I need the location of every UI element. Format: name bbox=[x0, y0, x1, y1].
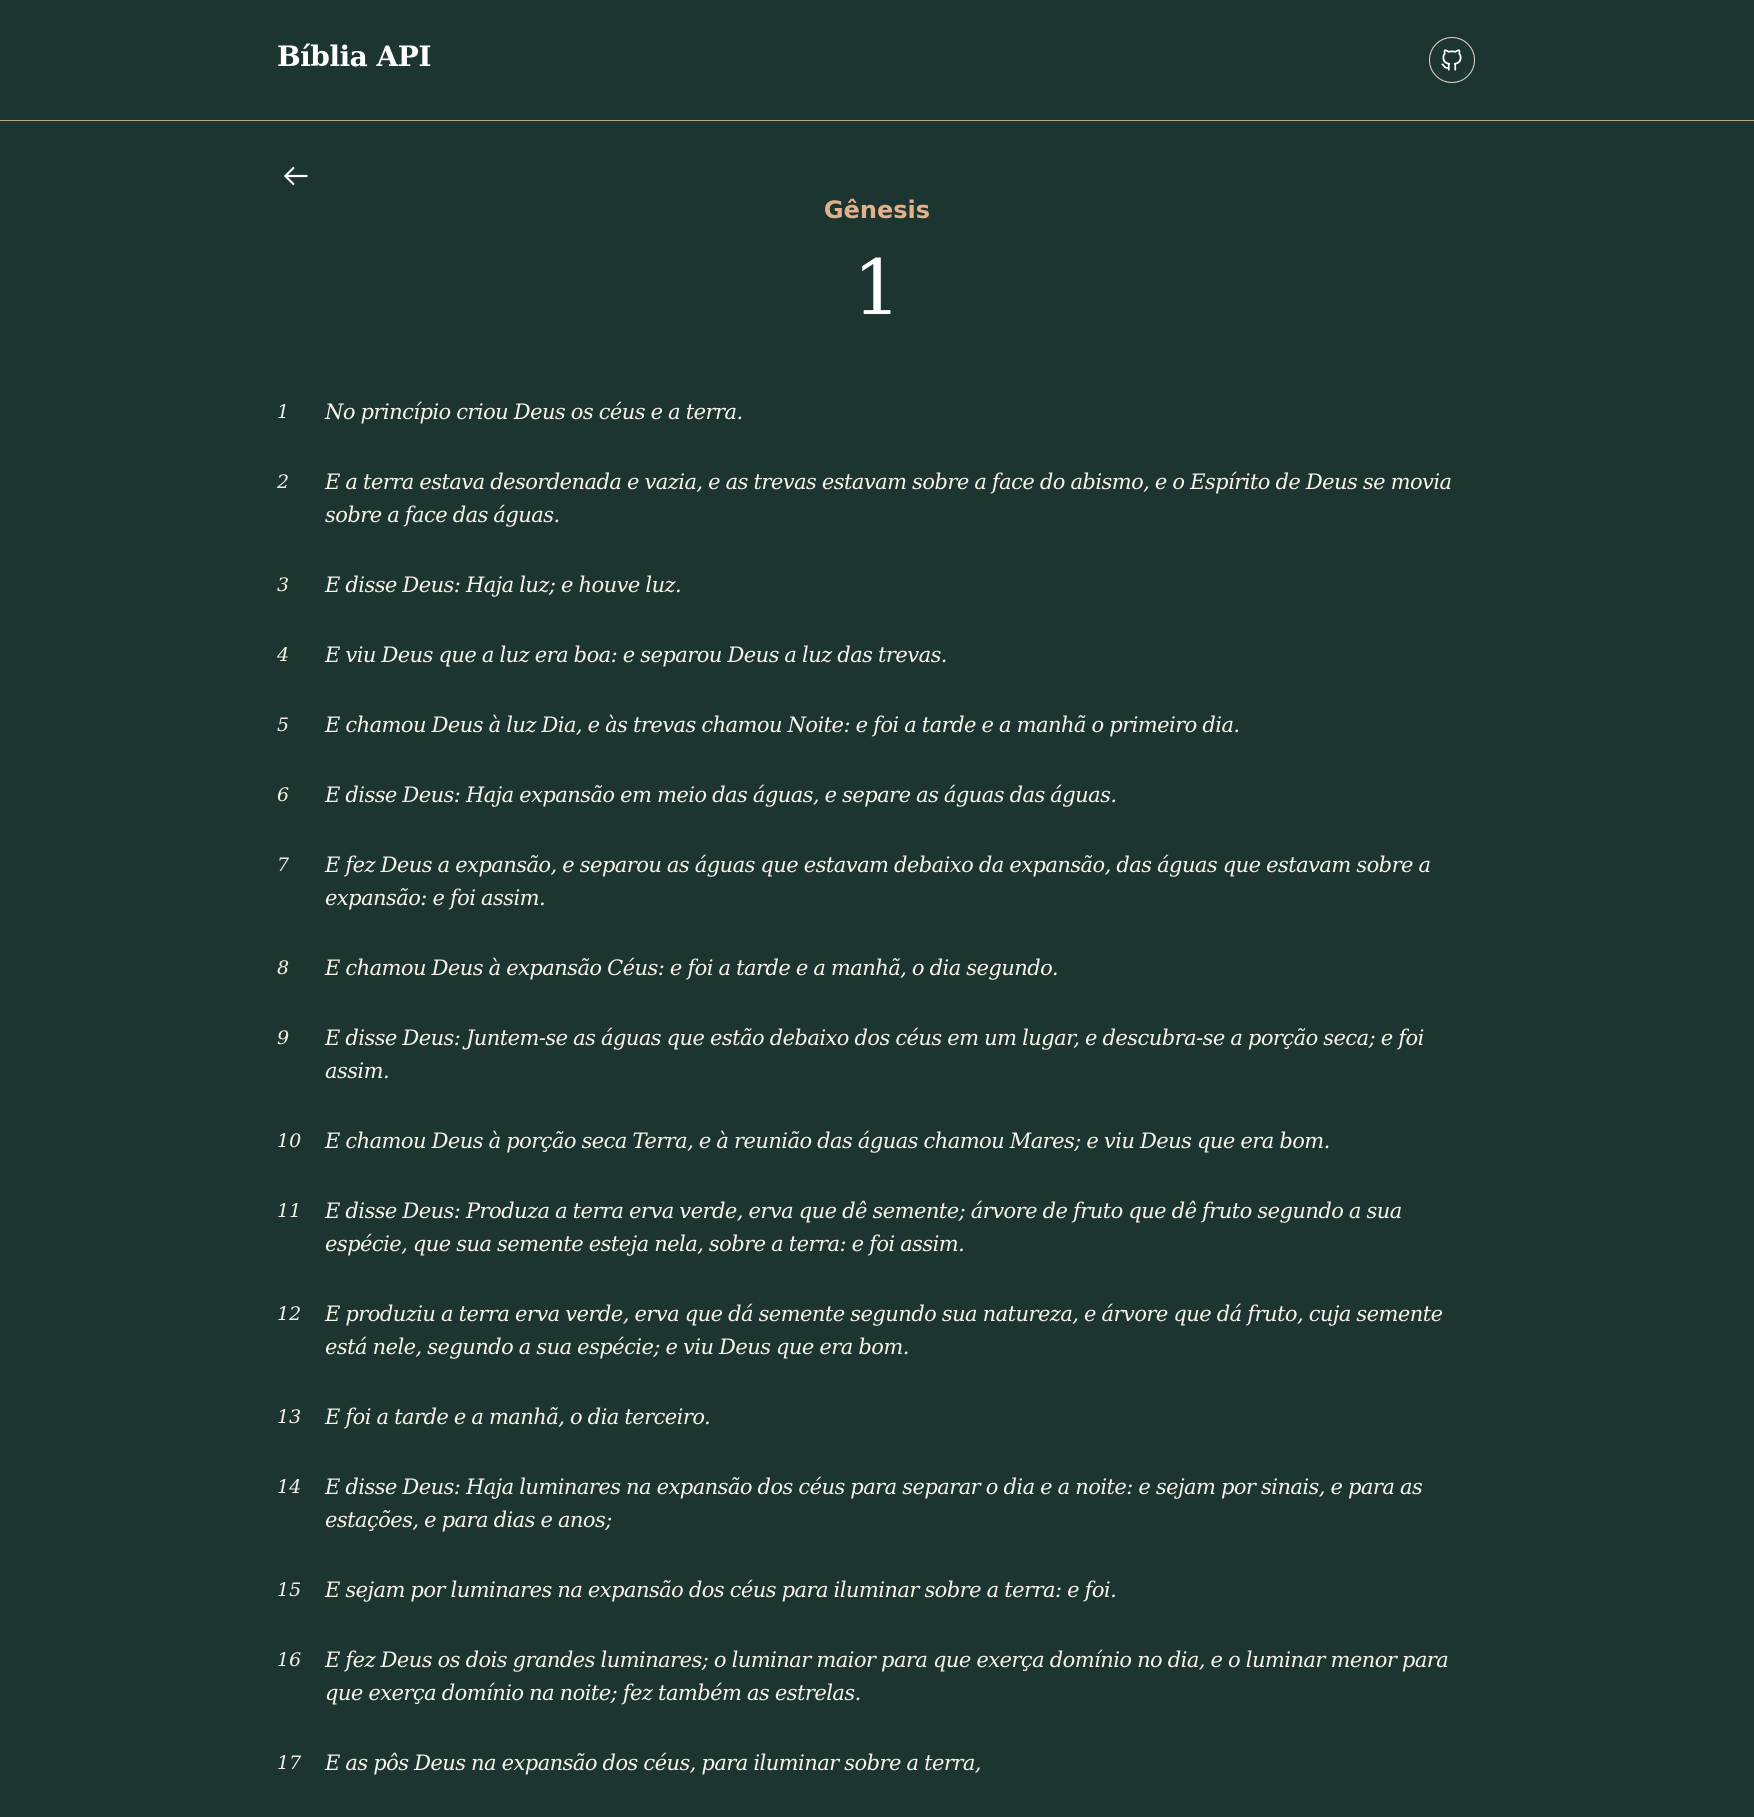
verse-text: E disse Deus: Produza a terra erva verde, erva que dê semente; árvore de fruto que dê fruto segundo a sua espécie, que sua semente esteja nela, sobre a terra: e foi assim. bbox=[325, 1199, 1402, 1256]
verse-item bbox=[277, 1747, 1477, 1780]
verse-number: 8 bbox=[277, 957, 290, 979]
arrow-left-icon bbox=[280, 177, 312, 196]
verse-item bbox=[277, 1401, 1477, 1434]
verse-number: 1 bbox=[277, 401, 290, 423]
verse-item bbox=[277, 396, 1477, 429]
verse-item bbox=[277, 1471, 1477, 1537]
book-name: Gênesis bbox=[823, 196, 931, 224]
chapter-number: 1 bbox=[852, 243, 902, 332]
github-link-button[interactable] bbox=[1429, 37, 1475, 83]
verse-item bbox=[277, 1125, 1477, 1158]
verse-number: 11 bbox=[277, 1200, 302, 1222]
verse-number: 12 bbox=[277, 1303, 302, 1325]
verse-item bbox=[277, 779, 1477, 812]
verse-number: 17 bbox=[277, 1752, 302, 1774]
site-header bbox=[0, 0, 1754, 121]
verse-text: E sejam por luminares na expansão dos céus para iluminar sobre a terra: e foi. bbox=[325, 1578, 1117, 1602]
verse-item bbox=[277, 1298, 1477, 1364]
verse-item bbox=[277, 1574, 1477, 1607]
verse-number: 4 bbox=[277, 644, 290, 666]
github-icon bbox=[1439, 47, 1465, 73]
back-button[interactable] bbox=[280, 160, 312, 192]
verse-item bbox=[277, 569, 1477, 602]
verse-number: 10 bbox=[277, 1130, 302, 1152]
verse-number: 3 bbox=[277, 574, 290, 596]
verse-item bbox=[277, 709, 1477, 742]
verse-number: 14 bbox=[277, 1476, 302, 1498]
verse-item bbox=[277, 1195, 1477, 1261]
verse-text: E disse Deus: Juntem-se as águas que estão debaixo dos céus em um lugar, e descubra-se a porção seca; e foi assim. bbox=[325, 1026, 1424, 1083]
verse-text: E as pôs Deus na expansão dos céus, para iluminar sobre a terra, bbox=[325, 1751, 981, 1775]
verse-text: E chamou Deus à expansão Céus: e foi a tarde e a manhã, o dia segundo. bbox=[325, 956, 1058, 980]
verse-text: E disse Deus: Haja luminares na expansão dos céus para separar o dia e a noite: e sejam por sinais, e para as estações, e para dias e anos; bbox=[325, 1475, 1423, 1532]
verse-item bbox=[277, 952, 1477, 985]
verse-item bbox=[277, 639, 1477, 672]
verse-text: No princípio criou Deus os céus e a terra. bbox=[325, 400, 743, 424]
site-logo-title[interactable]: Bíblia API bbox=[277, 40, 431, 73]
verse-number: 7 bbox=[277, 854, 290, 876]
verse-item bbox=[277, 849, 1477, 915]
verse-text: E fez Deus os dois grandes luminares; o luminar maior para que exerça domínio no dia, e o luminar menor para que exerça domínio na noite; fez também as estrelas. bbox=[325, 1648, 1449, 1705]
verse-number: 16 bbox=[277, 1649, 302, 1671]
verse-number: 5 bbox=[277, 714, 290, 736]
verse-item bbox=[277, 466, 1477, 532]
verse-text: E a terra estava desordenada e vazia, e as trevas estavam sobre a face do abismo, e o Espírito de Deus se movia sobre a face das águas. bbox=[325, 470, 1452, 527]
verse-number: 13 bbox=[277, 1406, 302, 1428]
verse-number: 9 bbox=[277, 1027, 290, 1049]
verse-text: E foi a tarde e a manhã, o dia terceiro. bbox=[325, 1405, 711, 1429]
verse-text: E disse Deus: Haja expansão em meio das águas, e separe as águas das águas. bbox=[325, 783, 1117, 807]
verse-number: 15 bbox=[277, 1579, 302, 1601]
verse-number: 6 bbox=[277, 784, 290, 806]
verse-text: E fez Deus a expansão, e separou as águas que estavam debaixo da expansão, das águas que estavam sobre a expansão: e foi assim. bbox=[325, 853, 1431, 910]
verse-item bbox=[277, 1644, 1477, 1710]
verse-item bbox=[277, 1022, 1477, 1088]
verse-list bbox=[277, 396, 1477, 1817]
verse-text: E chamou Deus à porção seca Terra, e à reunião das águas chamou Mares; e viu Deus que era bom. bbox=[325, 1129, 1330, 1153]
verse-text: E produziu a terra erva verde, erva que dá semente segundo sua natureza, e árvore que dá fruto, cuja semente está nele, segundo a sua espécie; e viu Deus que era bom. bbox=[325, 1302, 1443, 1359]
verse-number: 2 bbox=[277, 471, 290, 493]
verse-text: E viu Deus que a luz era boa: e separou Deus a luz das trevas. bbox=[325, 643, 947, 667]
verse-text: E chamou Deus à luz Dia, e às trevas chamou Noite: e foi a tarde e a manhã o primeiro dia. bbox=[325, 713, 1240, 737]
verse-text: E disse Deus: Haja luz; e houve luz. bbox=[325, 573, 682, 597]
